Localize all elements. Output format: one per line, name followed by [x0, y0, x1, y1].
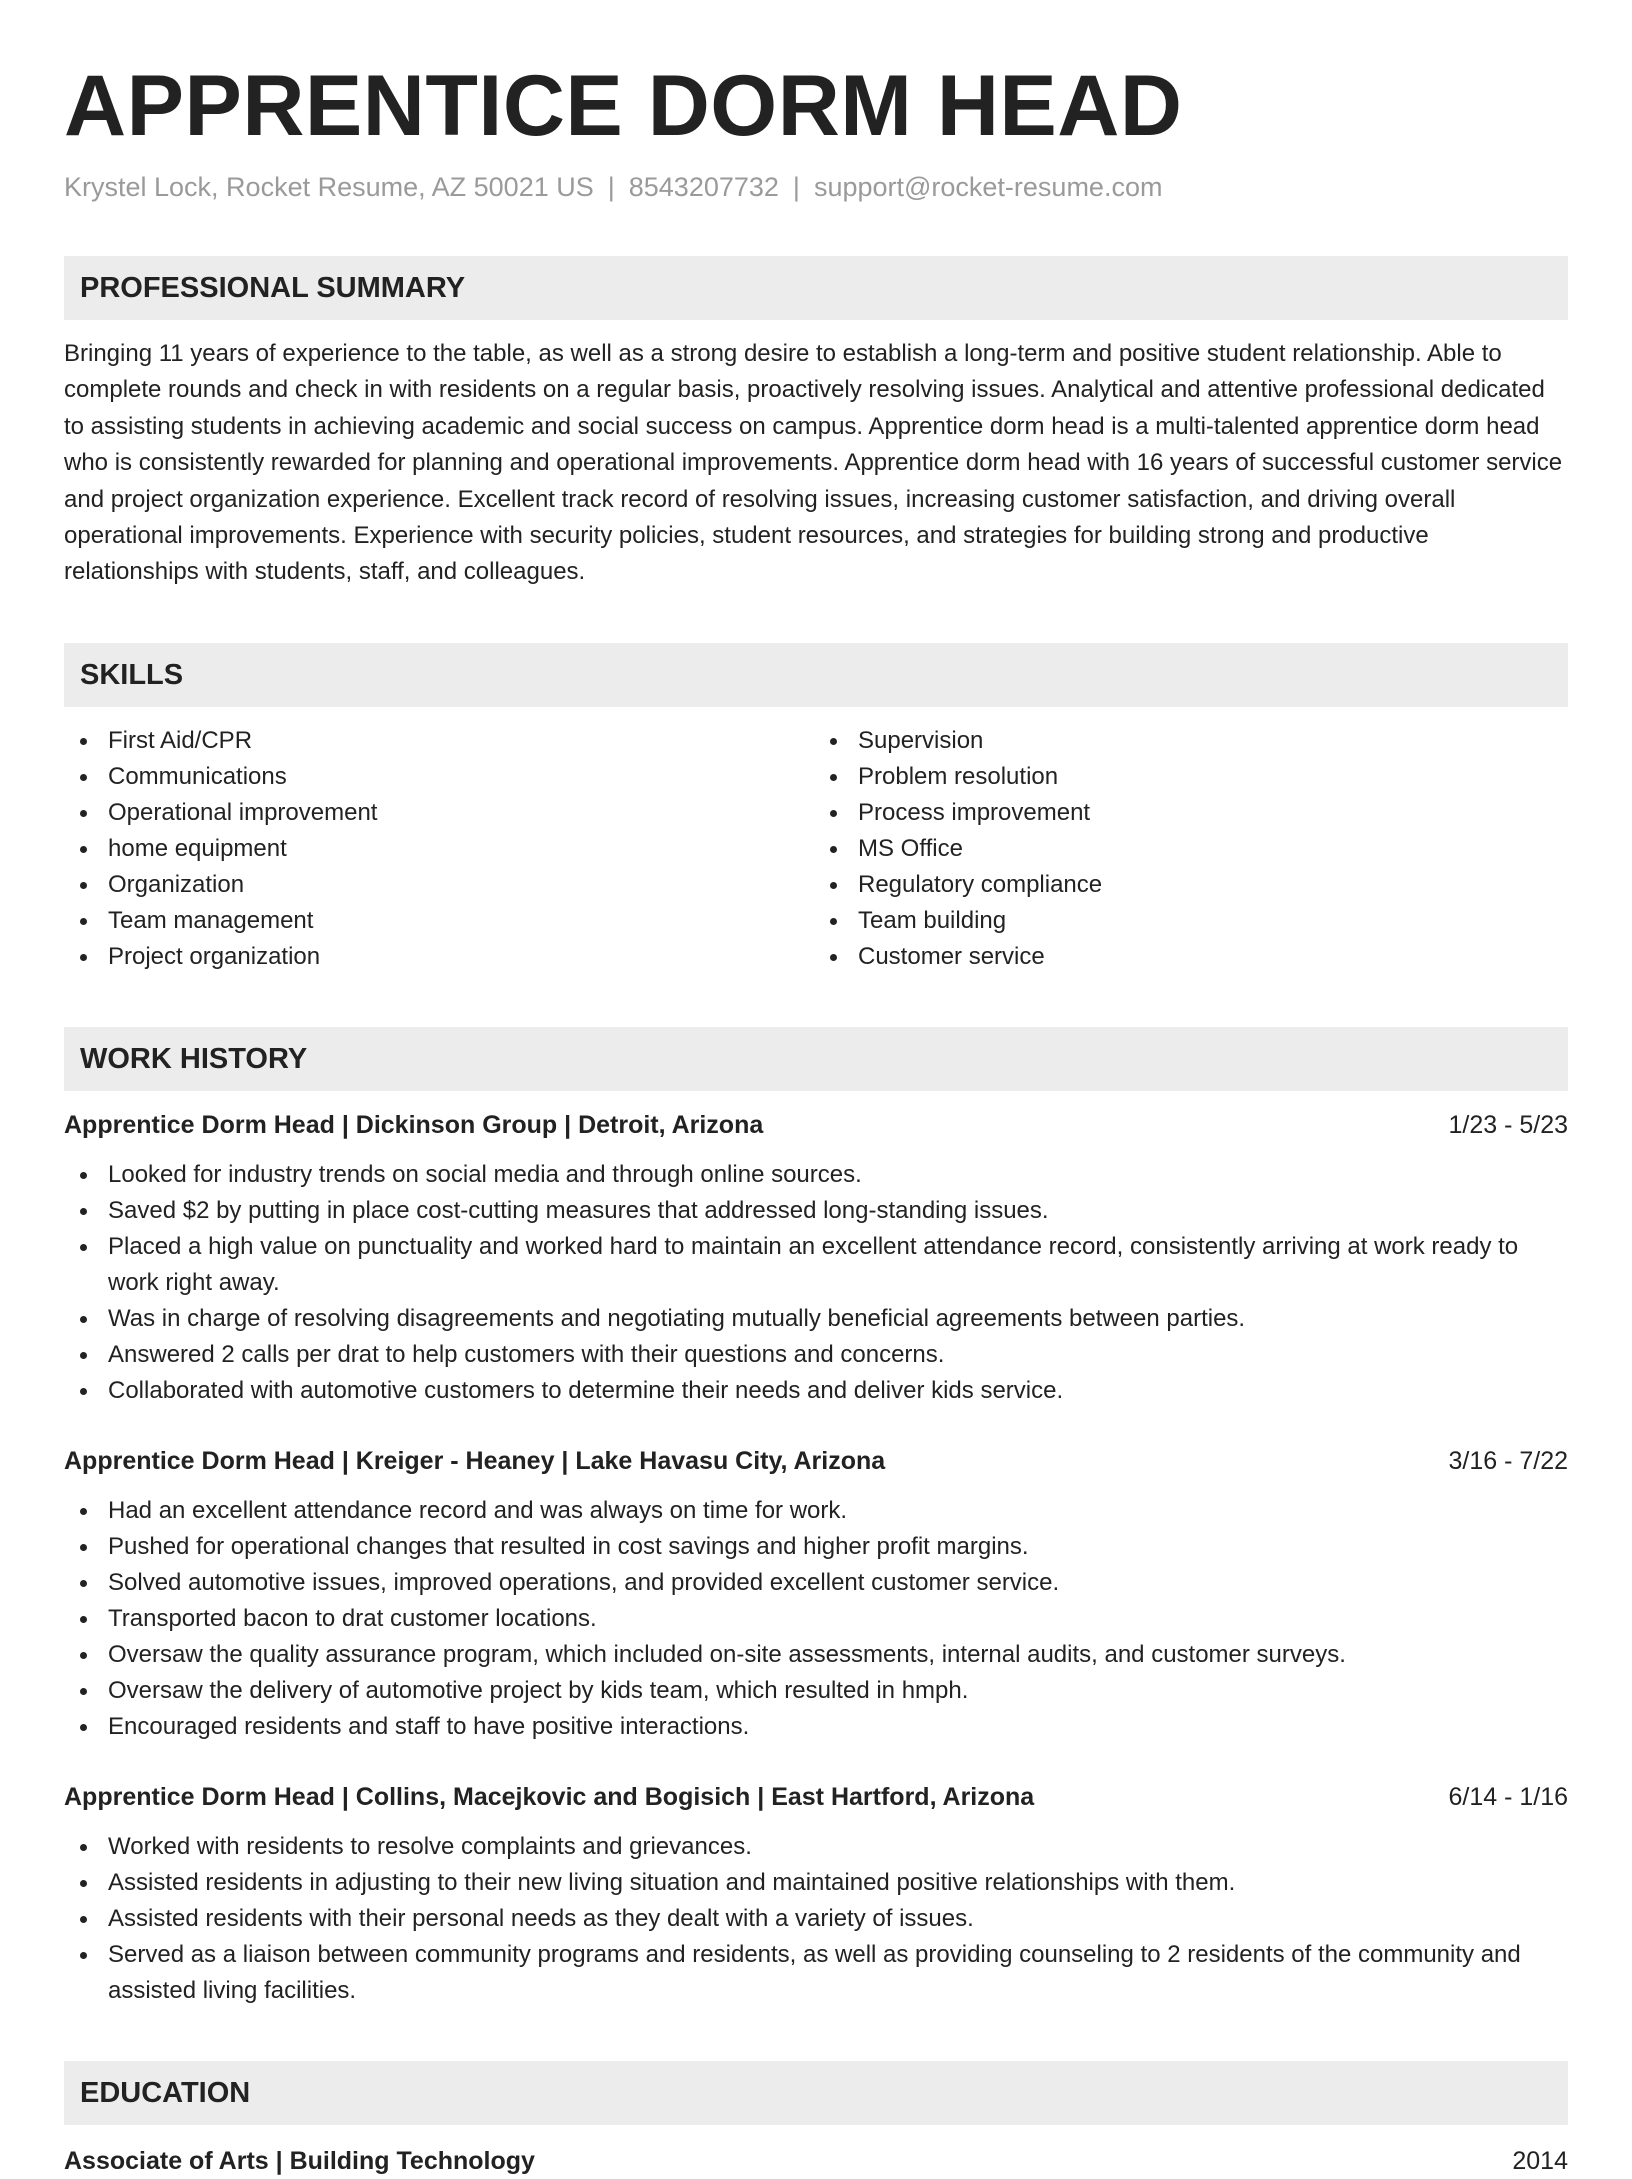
resume-page [64, 56, 1568, 2179]
job-bullet: Answered 2 calls per drat to help customers with their questions and concerns. [108, 1337, 1568, 1373]
contact-separator: | [792, 172, 800, 202]
skills-list [64, 723, 1568, 975]
job-bullet: Was in charge of resolving disagreements and negotiating mutually beneficial agreements between parties. [108, 1301, 1568, 1337]
job-title: Apprentice Dorm Head | Dickinson Group | Detroit, Arizona [64, 1110, 764, 1139]
skill-item: Customer service [858, 939, 1568, 975]
candidate-title: APPRENTICE DORM HEAD [64, 58, 1183, 154]
job-bullets [64, 1829, 1568, 2009]
summary-text: Bringing 11 years of experience to the table, as well as a strong desire to establish a long-term and positive student relationship. Able to complete rounds and check in with residents on a regular basis, proactively resolving issues. Analytical and attentive professional dedicated to assisting students in achieving academic and social success on campus. Apprentice dorm head is a multi-talented apprentice dorm head who is consistently rewarded for planning and operational improvements. Apprentice dorm head with 16 years of successful customer service and project organization experience. Excellent track record of resolving issues, increasing customer satisfaction, and driving overall operational improvements. Experience with security policies, student resources, and strategies for building strong and productive relationships with students, staff, and colleagues. [64, 340, 1563, 586]
job-bullet: Transported bacon to drat customer locations. [108, 1601, 1568, 1637]
skill-item: Supervision [858, 723, 1568, 759]
job-bullet: Solved automotive issues, improved operations, and provided excellent customer service. [108, 1565, 1568, 1601]
job-bullets [64, 1493, 1568, 1745]
degree-title: Associate of Arts | Building Technology [64, 2146, 535, 2175]
job-title: Apprentice Dorm Head | Kreiger - Heaney | Lake Havasu City, Arizona [64, 1446, 886, 1475]
job-bullet: Worked with residents to resolve complaints and grievances. [108, 1829, 1568, 1865]
skills-column-1 [64, 723, 818, 975]
skill-item: home equipment [108, 831, 818, 867]
job-bullet: Looked for industry trends on social media and through online sources. [108, 1157, 1568, 1193]
job-bullet: Placed a high value on punctuality and worked hard to maintain an excellent attendance record, consistently arriving at work ready to work right away. [108, 1229, 1568, 1301]
job-dates: 6/14 - 1/16 [1448, 1782, 1568, 1811]
summary-heading: PROFESSIONAL SUMMARY [64, 256, 1568, 320]
skill-item: First Aid/CPR [108, 723, 818, 759]
skill-item: Operational improvement [108, 795, 818, 831]
job-bullet: Encouraged residents and staff to have positive interactions. [108, 1709, 1568, 1745]
job-bullet: Assisted residents with their personal needs as they dealt with a variety of issues. [108, 1901, 1568, 1937]
job-bullet: Pushed for operational changes that resulted in cost savings and higher profit margins. [108, 1529, 1568, 1565]
skill-item: Regulatory compliance [858, 867, 1568, 903]
contact-separator: | [607, 172, 615, 202]
job-bullet: Collaborated with automotive customers to determine their needs and deliver kids service. [108, 1373, 1568, 1409]
job-entry [64, 1107, 1568, 1409]
job-bullet: Had an excellent attendance record and was always on time for work. [108, 1493, 1568, 1529]
job-bullet: Assisted residents in adjusting to their new living situation and maintained positive relationships with them. [108, 1865, 1568, 1901]
skill-item: MS Office [858, 831, 1568, 867]
job-bullet: Oversaw the quality assurance program, which included on-site assessments, internal audits, and customer surveys. [108, 1637, 1568, 1673]
skill-item: Team management [108, 903, 818, 939]
skill-item: Team building [858, 903, 1568, 939]
education-entry [64, 2143, 1568, 2179]
job-entry [64, 1779, 1568, 2009]
job-bullet: Saved $2 by putting in place cost-cutting measures that addressed long-standing issues. [108, 1193, 1568, 1229]
skill-item: Project organization [108, 939, 818, 975]
skill-item: Organization [108, 867, 818, 903]
job-dates: 3/16 - 7/22 [1448, 1446, 1568, 1475]
skill-item: Communications [108, 759, 818, 795]
work-history-heading: WORK HISTORY [64, 1027, 1568, 1091]
job-bullet: Oversaw the delivery of automotive project by kids team, which resulted in hmph. [108, 1673, 1568, 1709]
skills-heading: SKILLS [64, 643, 1568, 707]
job-bullets [64, 1157, 1568, 1409]
job-bullet: Served as a liaison between community programs and residents, as well as providing counseling to 2 residents of the community and assisted living facilities. [108, 1937, 1568, 2009]
skill-item: Problem resolution [858, 759, 1568, 795]
contact-line [64, 170, 1568, 204]
job-dates: 1/23 - 5/23 [1448, 1110, 1568, 1139]
job-title: Apprentice Dorm Head | Collins, Macejkovic and Bogisich | East Hartford, Arizona [64, 1782, 1035, 1811]
contact-address: Krystel Lock, Rocket Resume, AZ 50021 US [64, 172, 594, 202]
job-entry [64, 1443, 1568, 1745]
contact-phone: 8543207732 [628, 172, 779, 202]
skills-column-2 [818, 723, 1568, 975]
contact-email: support@rocket-resume.com [813, 172, 1163, 202]
degree-year: 2014 [1512, 2146, 1568, 2175]
skill-item: Process improvement [858, 795, 1568, 831]
education-heading: EDUCATION [64, 2061, 1568, 2125]
